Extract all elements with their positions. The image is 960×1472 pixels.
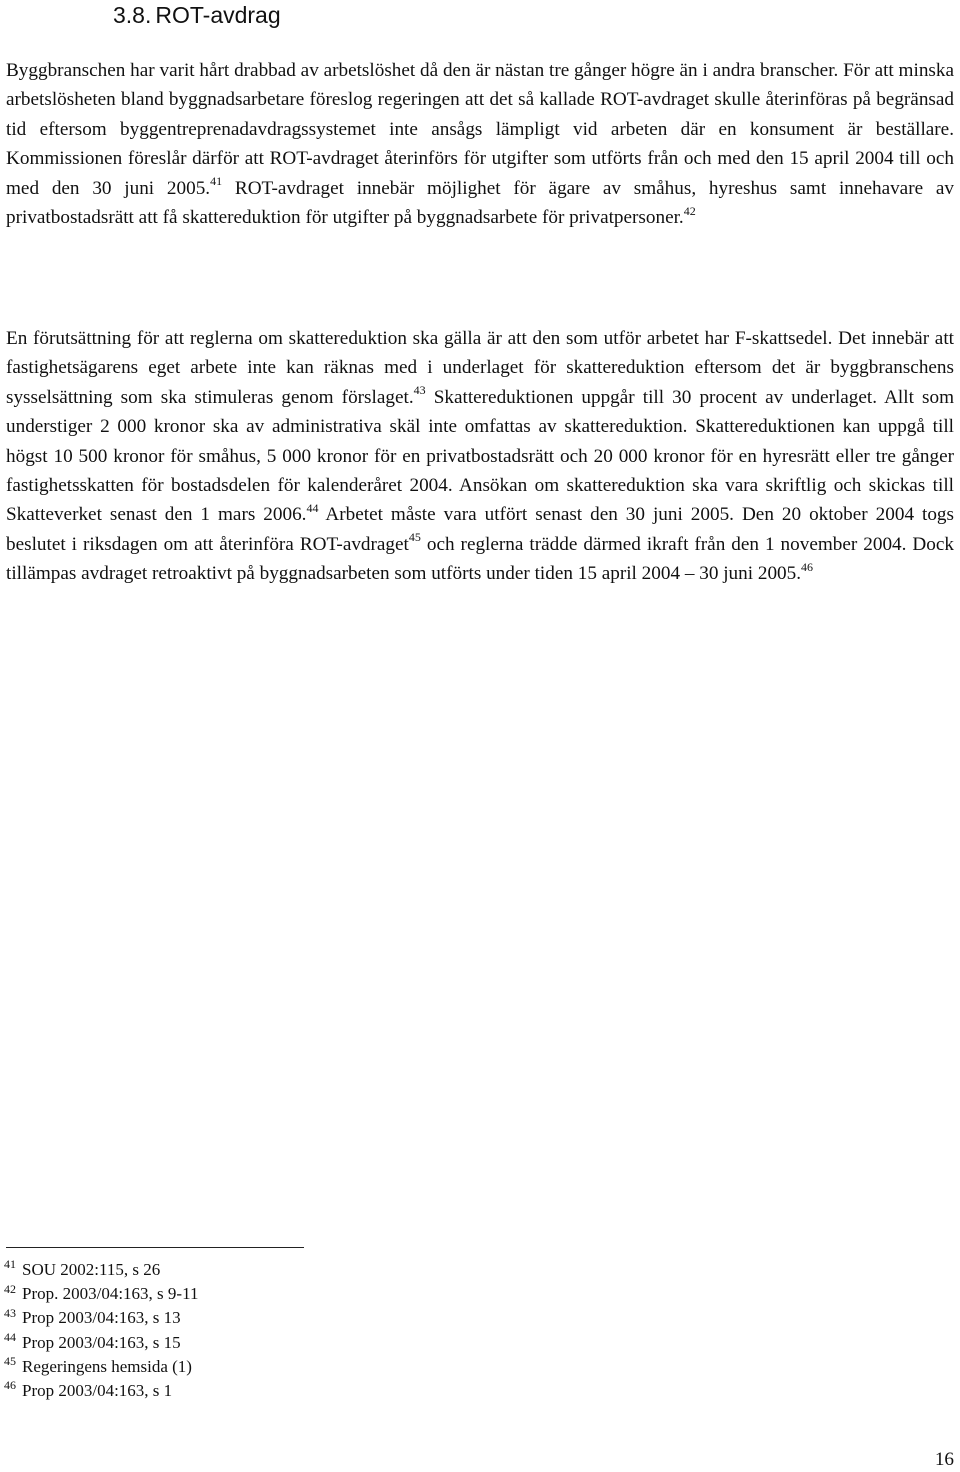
footnote-ref-45[interactable]: 45 [408, 530, 421, 545]
footnote-item: 45 Regeringens hemsida (1) [4, 1354, 192, 1376]
paragraph-2 [6, 324, 954, 589]
footnote-text: Prop 2003/04:163, s 13 [22, 1308, 181, 1328]
paragraph-1-text-a: Byggbranschen har varit hårt drabbad av arbetslöshet då den är nästan tre gånger högre än i andra branscher. För att minska arbetslösheten bland byggnadsarbetare föreslog regeringen att det så kallade ROT-avdraget skulle återinföras på begränsad tid eftersom byggentreprenadavdragssystemet inte ansågs lämpligt vid arbeten där en konsument är beställare. Kommissionen föreslår därför att ROT-avdraget återinförs för utgifter som utförts från och med den 15 april 2004 till och med den 30 juni 2005. [6, 60, 954, 199]
footnote-text: Prop 2003/04:163, s 15 [22, 1332, 181, 1352]
section-number: 3.8. [113, 2, 152, 28]
paragraph-1-text-b: ROT-avdraget innebär möjlighet för ägare av småhus, hyreshus samt innehavare av privatbostadsrätt att få skattereduktion för utgifter på byggnadsarbete för privatpersoner. [6, 177, 955, 229]
footnote-ref-42[interactable]: 42 [683, 203, 696, 218]
paragraph-1 [6, 56, 954, 232]
section-title: ROT-avdrag [155, 2, 281, 28]
footnote-item: 44 Prop 2003/04:163, s 15 [4, 1329, 181, 1352]
footnote-text: Regeringens hemsida (1) [22, 1356, 192, 1376]
page-number: 16 [934, 1449, 954, 1470]
footnote-text: Prop 2003/04:163, s 1 [22, 1381, 173, 1401]
footnote-item: 46 Prop 2003/04:163, s 1 [4, 1378, 173, 1401]
footnote-item: 42 Prop. 2003/04:163, s 9-11 [4, 1281, 199, 1304]
paragraph-2-text-b: Skattereduktionen uppgår till 30 procent av underlaget. Allt som understiger 2 000 kronor ska av administrativa skäl inte omfattas av skattereduktion. Skattereduktionen kan uppgå till högst 10 500 kronor för småhus, 5 000 kronor för en privatbostadsrätt och 20 000 kronor för en hyresrätt eller tre gånger fastighetsskatten för bostadsdelen för kalenderåret 2004. Ansökan om skattereduktion ska vara skriftlig och skickas till Skatteverket senast den 1 mars 2006. [6, 386, 954, 526]
paragraph-2-text-c: Arbetet måste vara utfört senast den 30 juni 2005. Den 20 oktober 2004 togs beslutet i riksdagen om att återinföra ROT-avdraget [6, 504, 954, 555]
section-heading [113, 0, 281, 30]
footnote-item: 43 Prop 2003/04:163, s 13 [4, 1305, 181, 1328]
footnote-separator [6, 1247, 304, 1248]
footnote-ref-46[interactable]: 46 [801, 559, 814, 574]
footnote-text: Prop. 2003/04:163, s 9-11 [22, 1284, 199, 1304]
paragraph-2-text-d: och reglerna trädde därmed ikraft från den 1 november 2004. Dock tillämpas avdraget retroaktivt på byggnadsarbeten som utförts under tiden 15 april 2004 – 30 juni 2005. [6, 533, 954, 585]
footnote-ref-43[interactable]: 43 [413, 383, 426, 398]
footnote-item: 41 SOU 2002:115, s 26 [4, 1257, 161, 1279]
footnote-list [4, 1258, 604, 1403]
footnote-ref-44[interactable]: 44 [306, 501, 319, 516]
paragraph-2-text-a: En förutsättning för att reglerna om skattereduktion ska gälla är att den som utför arbetet har F-skattsedel. Det innebär att fastighetsägarens eget arbete inte kan räknas med i underlaget för skattereduktion eftersom det är byggbranschens sysselsättning som ska stimuleras genom förslaget. [6, 328, 954, 408]
footnote-text: SOU 2002:115, s 26 [22, 1260, 161, 1279]
footnote-ref-41[interactable]: 41 [210, 174, 223, 189]
